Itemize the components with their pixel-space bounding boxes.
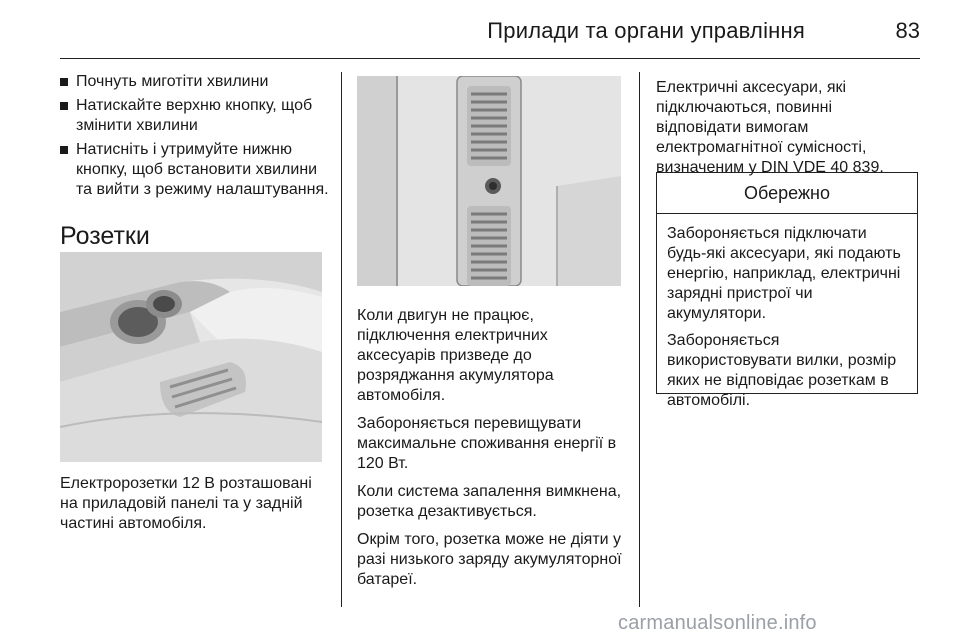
warning-paragraph: Забороняється підключати будь-які аксесуари, які подають енергію, наприклад, електричні зарядні пристрої чи акумулятори.: [667, 225, 901, 322]
paragraph: Коли двигун не працює, підключення електричних аксесуарів призведе до розряджання акумулятора автомобіля.: [357, 307, 554, 404]
column-divider-1: [341, 72, 342, 607]
page-number: 83: [895, 18, 920, 43]
paragraph: Електричні аксесуари, які підключаються, повинні відповідати вимогам електромагнітної сумісності, визначеним у DIN VDE 40 839.: [656, 79, 884, 176]
warning-paragraph: Забороняється використовувати вилки, розмір яких не відповідає розеткам в автомобілі.: [667, 332, 897, 409]
column-divider-2: [639, 72, 640, 607]
paragraph: Забороняється перевищувати максимальне споживання енергії в 120 Вт.: [357, 415, 617, 472]
bullet-list: [60, 72, 330, 200]
rear-socket-illustration: [357, 76, 621, 286]
list-item: Натисніть і утримуйте нижню кнопку, щоб встановити хвилини та вийти з режиму налаштування.: [60, 140, 330, 200]
socket-drawing: [60, 252, 322, 462]
list-item: Почнуть миготіти хвилини: [60, 72, 330, 92]
rear-panel-drawing: [357, 76, 621, 286]
paragraph: Коли система запалення вимкнена, розетка дезактивується.: [357, 483, 622, 520]
warning-body: [657, 214, 917, 424]
column-2: [357, 306, 627, 598]
column-1: [60, 72, 330, 250]
figure-caption: Електророзетки 12 В розташовані на приладовій панелі та у задній частині автомобіля.: [60, 475, 312, 532]
warning-box: [656, 172, 918, 409]
warning-title: Обережно: [657, 173, 917, 214]
watermark: carmanualsonline.info: [618, 612, 817, 634]
paragraph: Окрім того, розетка може не діяти у разі низького заряду акумуляторної батареї.: [357, 531, 622, 588]
header-rule: [60, 58, 920, 59]
page-title: Прилади та органи управління: [487, 18, 805, 43]
section-title: Розетки: [60, 222, 150, 250]
column-3: [656, 78, 921, 186]
dashboard-socket-illustration: [60, 252, 322, 462]
list-item: Натискайте верхню кнопку, щоб змінити хвилини: [60, 96, 330, 136]
